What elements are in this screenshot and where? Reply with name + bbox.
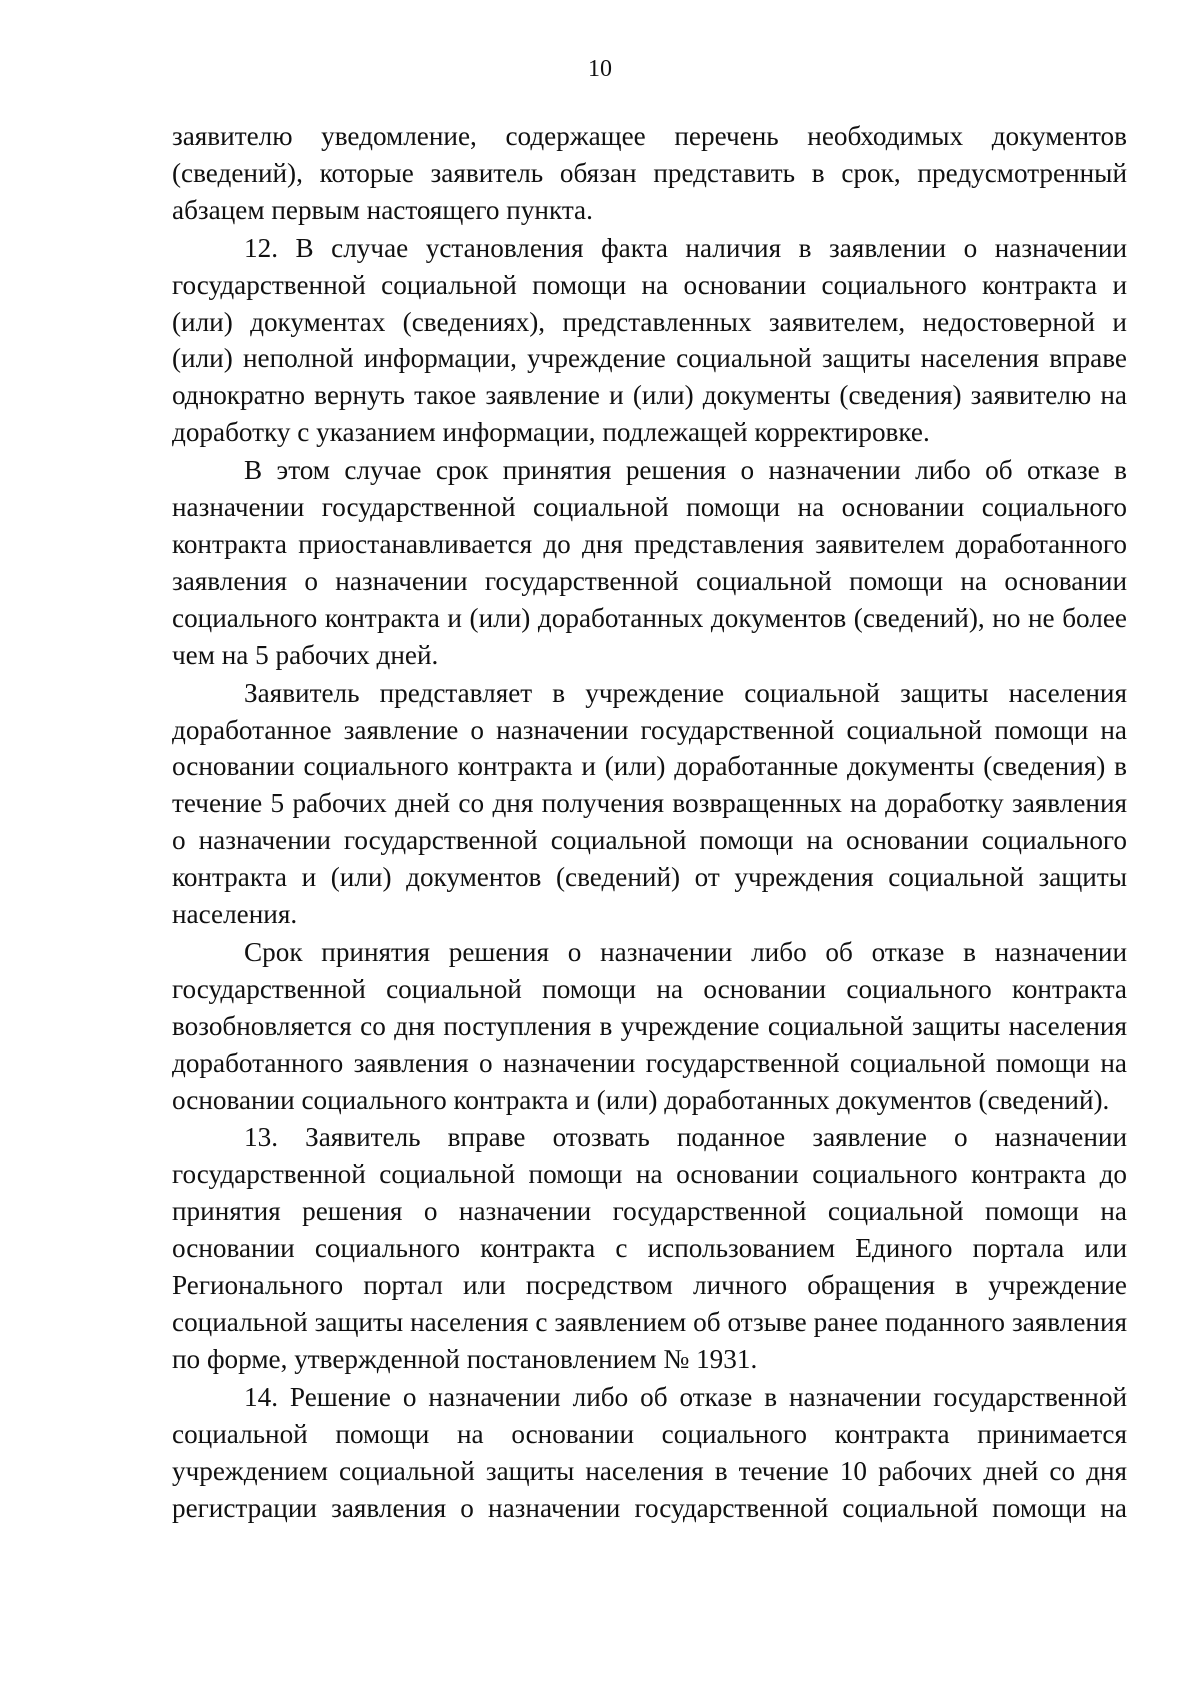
paragraph-continuation: заявителю уведомление, содержащее перечень необходимых документов (сведений), которые заявитель обязан представить в срок, предусмотренный абзацем первым настоящего пункта.	[172, 121, 1127, 225]
document-body	[172, 118, 1127, 1527]
paragraph-item-13: 13. Заявитель вправе отозвать поданное заявление о назначении государственной социальной помощи на основании социального контракта до принятия решения о назначении государственной социальной помощи на основании социального контракта с использованием Единого портала или Регионального портал или посредством личного обращения в учреждение социальной защиты населения с заявлением об отзыве ранее поданного заявления по форме, утвержденной постановлением № 1931.	[172, 1122, 1127, 1374]
paragraph-item-12: 12. В случае установления факта наличия в заявлении о назначении государственной социальной помощи на основании социального контракта и (или) документах (сведениях), представленных заявителем, недостоверной и (или) неполной информации, учреждение социальной защиты населения вправе однократно вернуть такое заявление и (или) документы (сведения) заявителю на доработку с указанием информации, подлежащей корректировке.	[172, 232, 1127, 448]
paragraph-term-suspension: В этом случае срок принятия решения о назначении либо об отказе в назначении государственной социальной помощи на основании социального контракта приостанавливается до дня представления заявителем доработанного заявления о назначении государственной социальной помощи на основании социального контракта и (или) доработанных документов (сведений), но не более чем на 5 рабочих дней.	[172, 455, 1127, 670]
paragraph-resubmission: Заявитель представляет в учреждение социальной защиты населения доработанное заявление о назначении государственной социальной помощи на основании социального контракта и (или) доработанные документы (сведения) в течение 5 рабочих дней со дня получения возвращенных на доработку заявления о назначении государственной социальной помощи на основании социального контракта и (или) документов (сведений) от учреждения социальной защиты населения.	[172, 677, 1127, 930]
paragraph-term-resumption: Срок принятия решения о назначении либо об отказе в назначении государственной социальной помощи на основании социального контракта возобновляется со дня поступления в учреждение социальной защиты населения доработанного заявления о назначении государственной социальной помощи на основании социального контракта и (или) доработанных документов (сведений).	[172, 936, 1127, 1115]
paragraph-item-14: 14. Решение о назначении либо об отказе в назначении государственной социальной помощи на основании социального контракта принимается учреждением социальной защиты населения в течение 10 рабочих дней со дня регистрации заявления о назначении государственной социальной помощи на	[172, 1381, 1127, 1523]
page-number: 10	[588, 56, 612, 82]
